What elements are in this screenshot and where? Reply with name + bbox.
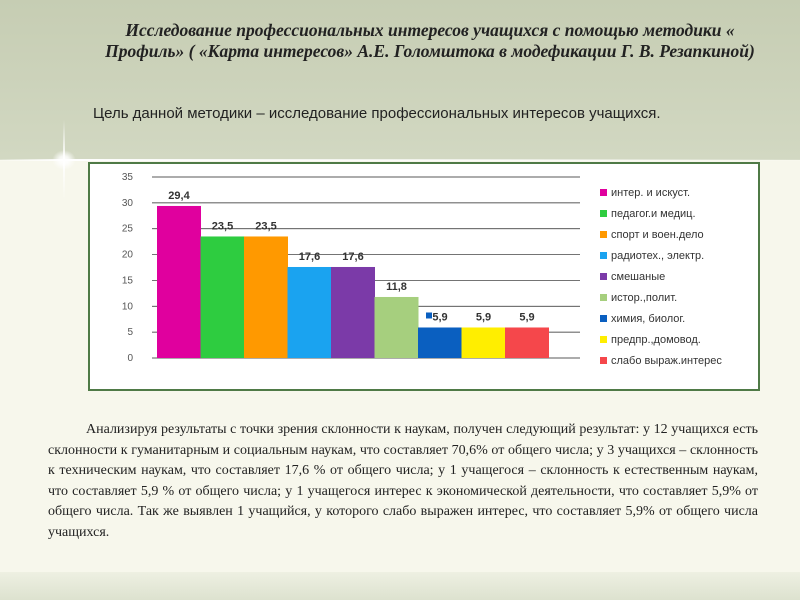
bar <box>157 206 201 358</box>
legend-swatch <box>600 336 607 343</box>
bar <box>201 236 245 358</box>
y-tick-label: 15 <box>121 275 133 287</box>
data-label: 5,9 <box>432 311 448 324</box>
legend-item <box>600 308 760 329</box>
data-label: 11,8 <box>386 280 407 293</box>
legend-swatch <box>600 189 607 196</box>
legend-swatch <box>600 231 607 238</box>
bar <box>288 267 332 358</box>
y-tick-label: 20 <box>121 249 133 261</box>
legend-swatch <box>600 273 607 280</box>
data-label: 17,6 <box>342 250 364 263</box>
footer-band <box>0 572 800 600</box>
y-tick-label: 25 <box>121 223 133 235</box>
legend-swatch <box>600 252 607 259</box>
analysis-text: Анализируя результаты с точки зрения склонности к наукам, получен следующий результат: у 12 учащихся есть склонности к гуманитарным и социальным наукам, что составляет 70,6% от общего числа; у 3 учащихся – склонность к техническим наукам, что составляет 17,6 % от общего числа; у 1 учащегося – склонность к естественным наукам, что составляет 5,9 % от общего числа; у 1 учащегося интерес к экономической деятельности, что составляет 5,9% от общего числа. Так же выявлен 1 учащийся, у которого слабо выражен интерес, что составляет 5,9% от общего числа учащихся. <box>48 422 758 540</box>
legend-label: предпр.,домовод. <box>611 333 701 346</box>
y-tick-label: 5 <box>127 327 133 339</box>
legend-label: истор.,полит. <box>611 291 678 304</box>
legend-label: химия, биолог. <box>611 312 686 325</box>
bar <box>244 236 288 358</box>
legend-item <box>600 329 760 350</box>
bar <box>418 327 462 358</box>
legend-item <box>600 266 760 287</box>
slide-title: Исследование профессиональных интересов учащихся с помощью методики « Профиль» ( «Карта интересов» А.Е. Голомштока в модефикации Г. В. Резапкиной) <box>105 20 755 61</box>
y-tick-label: 35 <box>121 172 133 183</box>
legend-swatch <box>600 357 607 364</box>
data-label: 5,9 <box>519 311 535 324</box>
legend-label: спорт и воен.дело <box>611 228 704 241</box>
chart-frame <box>88 162 760 391</box>
y-tick-label: 30 <box>121 197 133 209</box>
chart-legend <box>600 182 760 371</box>
bar <box>462 327 506 358</box>
legend-swatch <box>600 315 607 322</box>
bar <box>331 267 375 358</box>
data-label: 23,5 <box>211 220 234 233</box>
data-label: 5,9 <box>475 311 492 324</box>
data-label: 29,4 <box>168 189 190 202</box>
y-tick-label: 0 <box>127 353 133 364</box>
decor-sparkle <box>52 150 76 170</box>
legend-label: смешаные <box>611 270 666 283</box>
legend-label: радиотех., электр. <box>611 249 705 262</box>
decor-line-horizontal <box>0 159 800 161</box>
legend-item <box>600 182 760 203</box>
legend-label: интер. и искуст. <box>611 186 691 199</box>
legend-swatch <box>600 294 607 301</box>
legend-swatch <box>600 210 607 217</box>
data-label: 23,5 <box>255 220 277 233</box>
legend-label: педагог.и медиц. <box>611 207 696 220</box>
legend-item <box>600 287 760 308</box>
goal-text: Цель данной методики – исследование профессиональных интересов учащихся. <box>93 105 661 122</box>
legend-item <box>600 203 760 224</box>
bar <box>375 297 419 358</box>
legend-label: слабо выраж.интерес <box>611 354 722 367</box>
legend-item <box>600 245 760 266</box>
bar <box>505 327 549 358</box>
legend-item <box>600 224 760 245</box>
legend-item <box>600 350 760 371</box>
y-tick-label: 10 <box>121 301 133 313</box>
data-label: 17,6 <box>298 250 321 263</box>
legend-key-marker <box>426 312 432 318</box>
